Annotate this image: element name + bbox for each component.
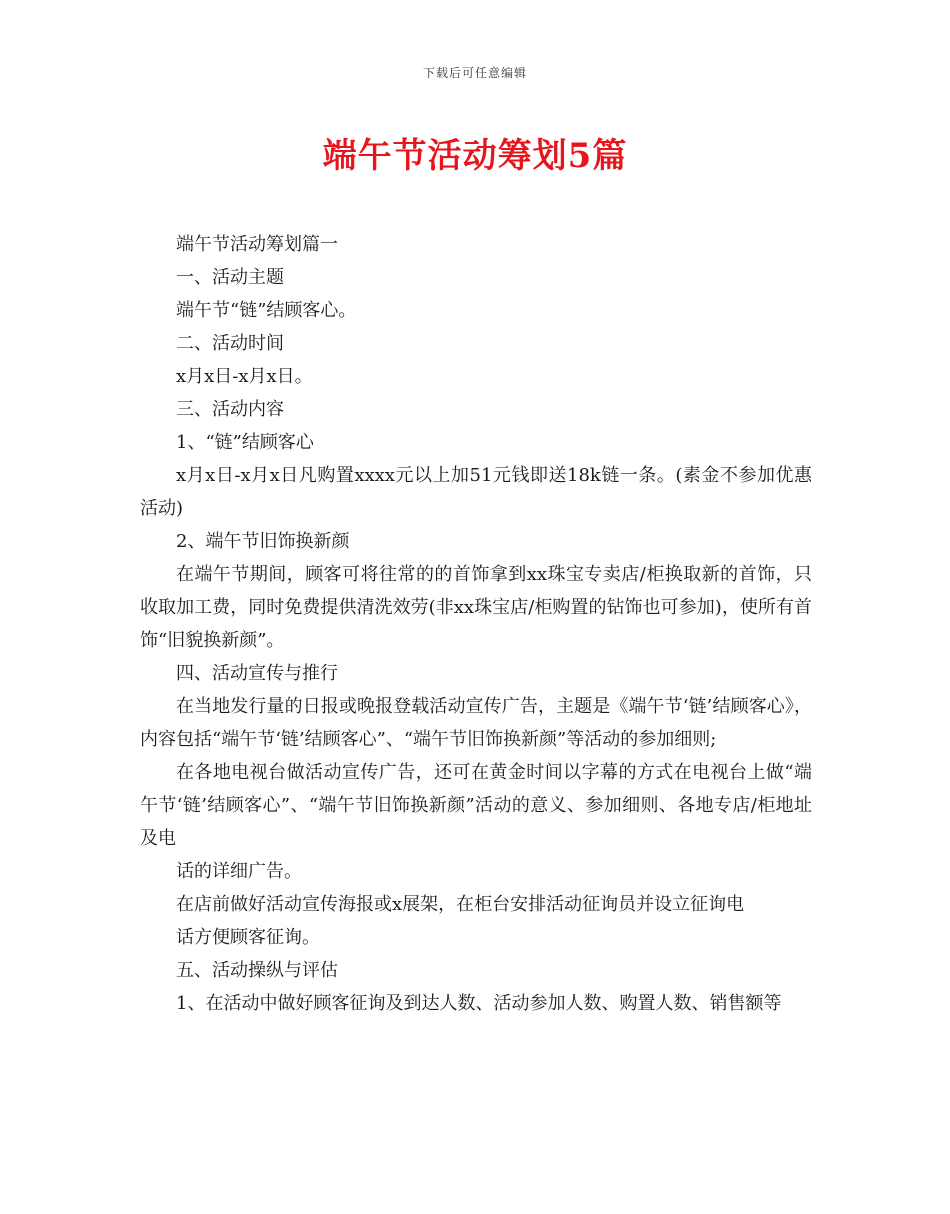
subheading: 1、“链”结顾客心: [176, 432, 314, 453]
subheading: 2、端午节旧饰换新颜: [176, 531, 350, 552]
document-title: 端午节活动筹划5篇: [322, 136, 628, 176]
document-body: [140, 228, 812, 1020]
paragraph: 话方便顾客征询。: [176, 927, 320, 948]
subheading: 五、活动操纵与评估: [176, 960, 338, 981]
subheading: 三、活动内容: [176, 399, 284, 420]
paragraph: 在各地电视台做活动宣传广告，还可在黄金时间以字幕的方式在电视台上做“端午节‘链’结顾客心”、“端午节旧饰换新颜”活动的意义、参加细则、各地专店/柜地址及电: [140, 762, 812, 849]
subheading: 二、活动时间: [176, 333, 284, 354]
paragraph: x月x日-x月x日凡购置xxxx元以上加51元钱即送18k链一条。(素金不参加优惠活动): [140, 465, 812, 519]
header-note: 下载后可任意编辑: [422, 66, 527, 80]
paragraph: 端午节“链”结顾客心。: [176, 300, 357, 321]
section-heading: 端午节活动筹划篇一: [176, 234, 338, 255]
paragraph: 1、在活动中做好顾客征询及到达人数、活动参加人数、购置人数、销售额等: [176, 993, 782, 1014]
paragraph: 在当地发行量的日报或晚报登载活动宣传广告，主题是《端午节‘链’结顾客心》，内容包括“端午节‘链’结顾客心”、“端午节旧饰换新颜”等活动的参加细则;: [140, 696, 812, 750]
paragraph: 在店前做好活动宣传海报或x展架，在柜台安排活动征询员并设立征询电: [176, 894, 745, 915]
paragraph: x月x日-x月x日。: [176, 366, 313, 387]
subheading: 一、活动主题: [176, 267, 284, 288]
paragraph: 在端午节期间，顾客可将往常的的首饰拿到xx珠宝专卖店/柜换取新的首饰，只收取加工费，同时免费提供清洗效劳(非xx珠宝店/柜购置的钻饰也可参加)，使所有首饰“旧貌换新颜”。: [140, 564, 812, 651]
subheading: 四、活动宣传与推行: [176, 663, 338, 684]
paragraph: 话的详细广告。: [176, 861, 302, 882]
